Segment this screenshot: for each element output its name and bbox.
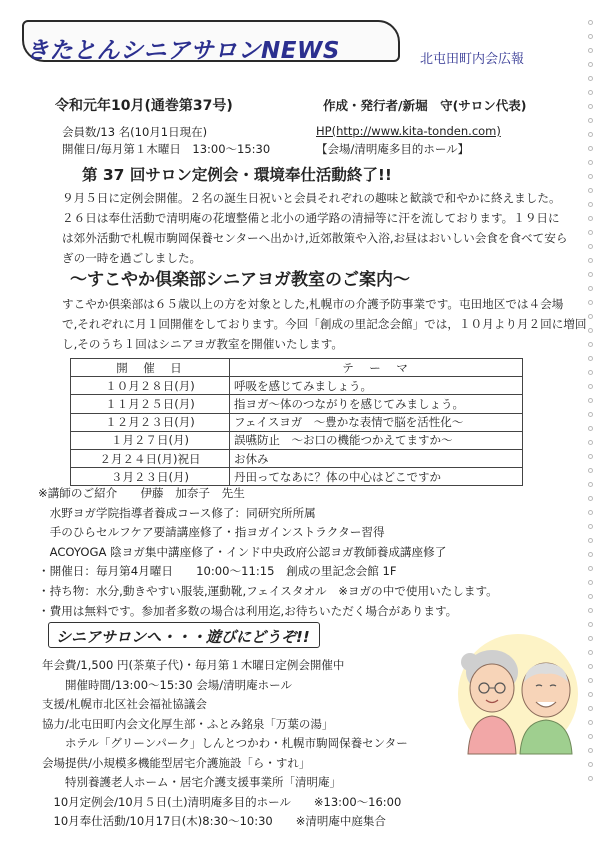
salon-line: 支援/札幌市北区社会福祉協議会 <box>42 697 207 711</box>
schedule-date: ２月２４日(月)祝日 <box>71 449 230 467</box>
table-row <box>71 395 523 413</box>
schedule-theme: 丹田ってなあに？体の中心はどこですか <box>230 468 523 486</box>
article1-headline: 第 37 回サロン定例会・環境奉仕活動終了!! <box>82 166 393 184</box>
table-row <box>71 377 523 395</box>
schedule-theme: フェイスヨガ ～豊かな表情で脳を活性化～ <box>230 413 523 431</box>
homepage-link[interactable]: HP(http://www.kita-tonden.com) <box>316 124 501 138</box>
schedule-theme: 誤嚥防止 ～お口の機能つかえてますか～ <box>230 431 523 449</box>
salon-line: 10月奉仕活動/10月17日(木)8:30～10:30 ※清明庵中庭集合 <box>42 814 386 828</box>
yoga-details <box>38 484 498 621</box>
table-row <box>71 449 523 467</box>
article1-body <box>62 188 567 268</box>
detail-line: ・費用は無料です。参加者多数の場合は利用迄,お待ちいただく場合があります。 <box>38 603 458 618</box>
salon-line: ホテル「グリーンパーク」しんとつかわ・札幌市駒岡保養センター <box>42 736 408 750</box>
meeting-schedule: 開催日/毎月第１木曜日 13:00～15:30 <box>62 142 271 156</box>
schedule-theme: 呼吸を感じてみましょう。 <box>230 377 523 395</box>
schedule-theme: 指ヨガ～体のつながりを感じてみましょう。 <box>230 395 523 413</box>
detail-line: 水野ヨガ学院指導者養成コース修了：同研究所所属 <box>38 505 316 520</box>
article2-line: し,そのうち１回はシニアヨガ教室を開催いたします。 <box>62 337 344 351</box>
publisher-name: 北屯田町内会広報 <box>420 52 525 67</box>
table-row <box>71 431 523 449</box>
detail-line: ・開催日：毎月第4月曜日 10:00～11:15 創成の里記念会館 1F <box>38 564 397 579</box>
article1-line: は郊外活動で札幌市駒岡保養センターへ出かけ,近郊散策や入浴,お昼はおいしい会食を食べて安ら <box>62 231 568 245</box>
elderly-couple-illustration <box>448 632 588 762</box>
detail-line: ACOYOGA 陰ヨガ集中講座修了・インド中央政府公認ヨガ教師養成講座修了 <box>38 544 447 559</box>
article2-line: で,それぞれに月１回開催をしております。今回「創成の里記念会館」では，１０月より月２回に増回 <box>62 317 587 331</box>
article2-line: すこやか倶楽部は６５歳以上の方を対象とした,札幌市の介護予防事業です。屯田地区では４会場 <box>62 297 564 311</box>
salon-headline: シニアサロンへ・・・遊びにどうぞ!! <box>56 628 310 646</box>
newsletter-title: きたとんシニアサロンNEWS <box>26 38 340 64</box>
article1-line: ９月５日に定例会開催。２名の誕生日祝いと会員それぞれの趣味と歓談で和やかに終えました。 <box>62 191 561 205</box>
salon-line: 開催時間/13:00～15:30 会場/清明庵ホール <box>42 677 292 692</box>
schedule-theme: お休み <box>230 449 523 467</box>
article2-body <box>62 294 586 354</box>
article1-line: ぎの一時を過ごしました。 <box>62 251 202 265</box>
schedule-date: ３月２３日(月) <box>71 468 230 486</box>
salon-line: 会場提供/小規模多機能型居宅介護施設「ら・すれ」 <box>42 755 311 770</box>
salon-line: 年会費/1,500 円(茶菓子代)・毎月第１木曜日定例会開催中 <box>42 658 345 672</box>
article2-headline: ～すこやか倶楽部シニアヨガ教室のご案内～ <box>70 270 410 290</box>
detail-line: ※講師のご紹介 伊藤 加奈子 先生 <box>38 486 245 500</box>
salon-line: 10月定例会/10月５日(土)清明庵多目的ホール ※13:00～16:00 <box>42 794 402 809</box>
salon-line: 協力/北屯田町内会文化厚生部・ふとみ銘泉「万葉の湯」 <box>42 716 334 731</box>
table-row <box>71 413 523 431</box>
detail-line: ・持ち物：水分,動きやすい服装,運動靴,フェイスタオル ※ヨガの中で使用いたします。 <box>38 583 498 598</box>
column-header-theme: テ ー マ <box>230 359 523 377</box>
schedule-date: １１月２５日(月) <box>71 395 230 413</box>
member-count: 会員数/13 名(10月1日現在) <box>62 125 208 139</box>
salon-info <box>42 656 408 832</box>
column-header-date: 開 催 日 <box>71 359 230 377</box>
schedule-date: １０月２８日(月) <box>71 377 230 395</box>
issue-author: 作成・発行者/新堀 守(サロン代表) <box>323 98 527 113</box>
table-header-row <box>71 359 523 377</box>
yoga-schedule-table <box>70 358 523 486</box>
salon-line: 特別養護老人ホーム・居宅介護支援事業所「清明庵」 <box>42 775 341 789</box>
schedule-date: １２月２３日(月) <box>71 413 230 431</box>
detail-line: 手のひらセルフケア要請講座修了・指ヨガインストラクター習得 <box>38 525 385 540</box>
article1-line: ２６日は奉仕活動で清明庵の花壇整備と北小の通学路の清掃等に汗を流しております。１９日に <box>62 211 560 225</box>
schedule-date: １月２７日(月) <box>71 431 230 449</box>
issue-date: 令和元年10月(通巻第37号) <box>55 98 233 114</box>
meeting-venue: 【会場/清明庵多目的ホール】 <box>316 142 470 156</box>
